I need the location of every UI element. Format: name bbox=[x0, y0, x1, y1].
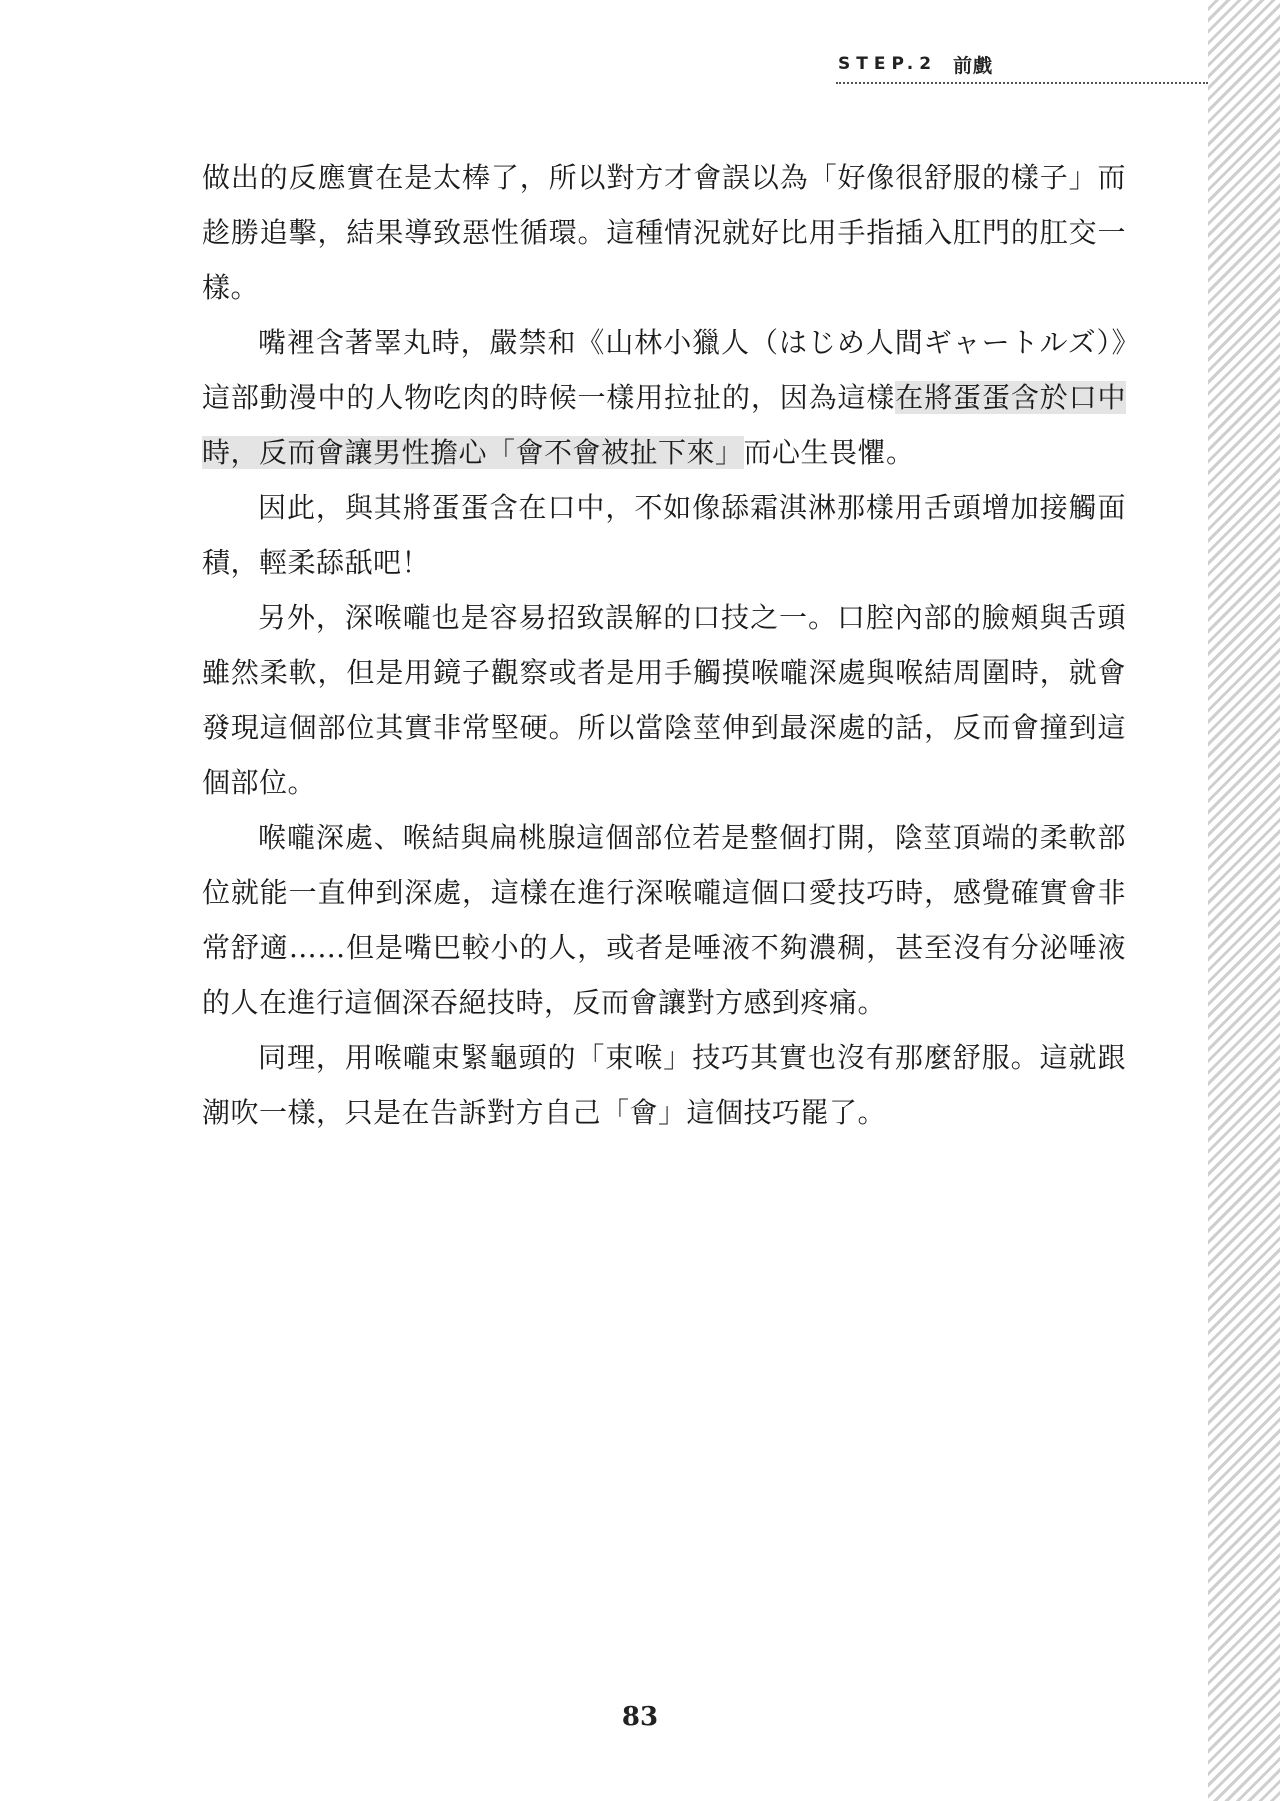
paragraph-1: 做出的反應實在是太棒了，所以對方才會誤以為「好像很舒服的樣子」而趁勝追擊，結果導致惡性循環。這種情況就好比用手指插入肛門的肛交一樣。 bbox=[202, 161, 1126, 304]
paragraph-2 bbox=[202, 315, 1126, 480]
paragraph-2-text-after: 而心生畏懼。 bbox=[743, 436, 915, 469]
paragraph-4: 另外，深喉嚨也是容易招致誤解的口技之一。口腔內部的臉頰與舌頭雖然柔軟，但是用鏡子觀察或者是用手觸摸喉嚨深處與喉結周圍時，就會發現這個部位其實非常堅硬。所以當陰莖伸到最深處的話，反而會撞到這個部位。 bbox=[202, 601, 1126, 799]
highlighted-text: 在將蛋蛋含於口中時，反而會讓男性擔心「會不會被扯下來」 bbox=[202, 381, 1126, 469]
page-number: 83 bbox=[621, 1702, 659, 1732]
paragraph-5: 喉嚨深處、喉結與扁桃腺這個部位若是整個打開，陰莖頂端的柔軟部位就能一直伸到深處，這樣在進行深喉嚨這個口愛技巧時，感覺確實會非常舒適……但是嘴巴較小的人，或者是唾液不夠濃稠，甚至沒有分泌唾液的人在進行這個深吞絕技時，反而會讓對方感到疼痛。 bbox=[202, 821, 1126, 1019]
header-step-label: STEP.2 bbox=[838, 54, 938, 74]
body-text bbox=[202, 150, 1126, 1140]
header-chapter-title: 前戲 bbox=[953, 54, 994, 77]
header-dotted-rule bbox=[836, 82, 1208, 84]
paragraph-6: 同理，用喉嚨束緊龜頭的「束喉」技巧其實也沒有那麼舒服。這就跟潮吹一樣，只是在告訴對方自己「會」這個技巧罷了。 bbox=[202, 1041, 1126, 1129]
paragraph-3: 因此，與其將蛋蛋含在口中，不如像舔霜淇淋那樣用舌頭增加接觸面積，輕柔舔舐吧！ bbox=[202, 491, 1126, 579]
decorative-stripe-margin bbox=[1208, 0, 1280, 1801]
paragraph-2-text-before: 嘴裡含著睪丸時，嚴禁和《山林小獵人（はじめ人間ギャートルズ）》這部動漫中的人物吃肉的時候一樣用拉扯的，因為這樣 bbox=[202, 326, 1126, 414]
running-header bbox=[838, 50, 993, 78]
